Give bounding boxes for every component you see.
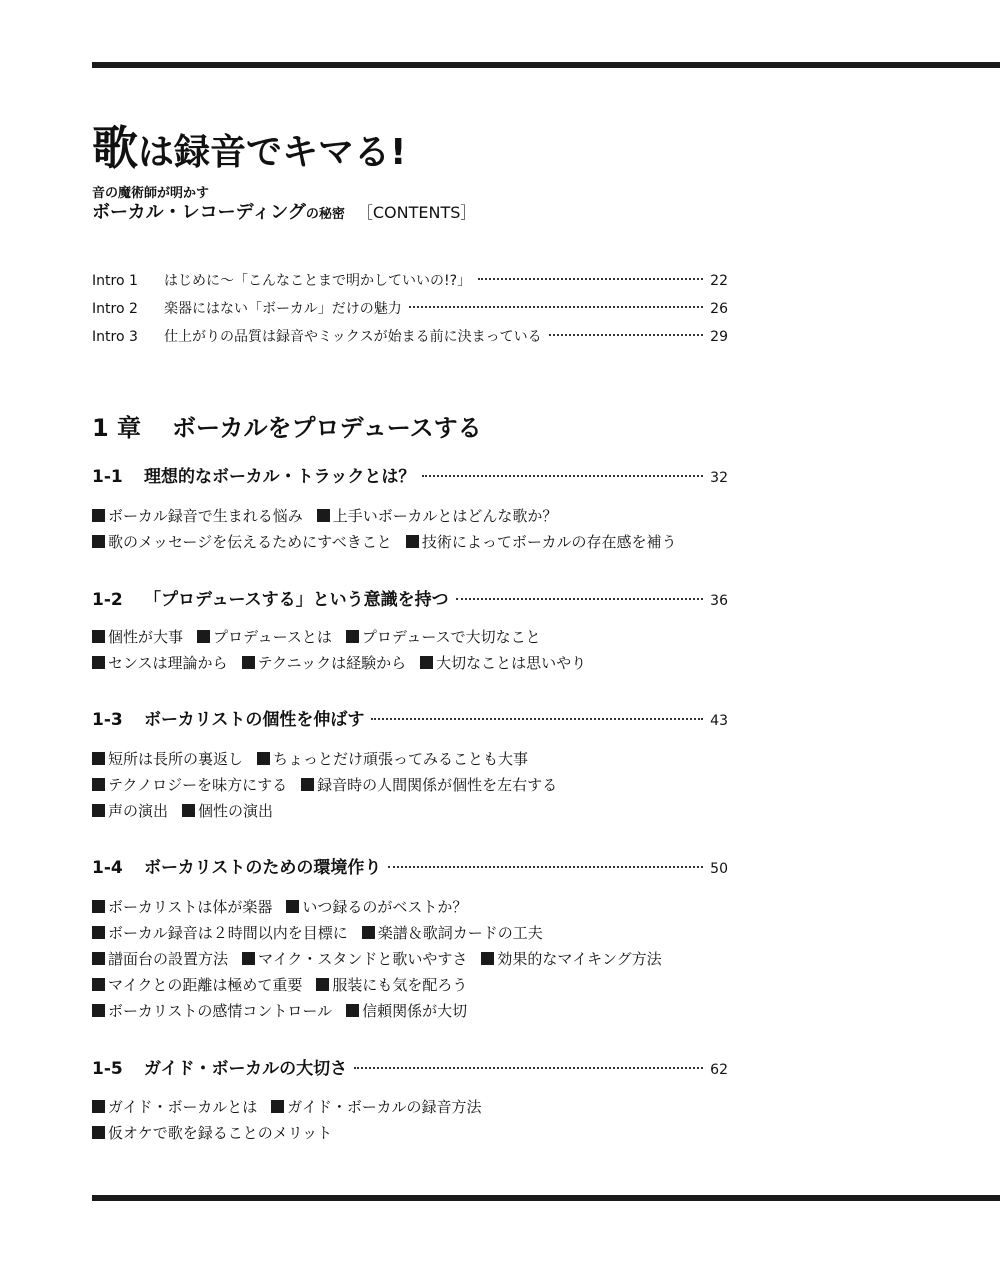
topic-item: 信頼関係が大切 [346,1002,467,1020]
topic-row [92,746,571,772]
topic-row [92,503,691,529]
section-title: ボーカリストのための環境作り [144,858,382,878]
topic-item: 歌のメッセージを伝えるためにすべきこと [92,533,392,551]
topic-item: センスは理論から [92,654,228,672]
topic-item: いつ録るのがベストか？ [286,898,467,916]
dot-leader [409,306,703,308]
topic-list [92,894,676,1024]
dot-leader [422,475,703,477]
topic-item: 技術によってボーカルの存在感を補う [406,533,677,551]
topic-row [92,624,600,650]
chapter-number: 1 章 [92,414,142,442]
topic-row [92,894,676,920]
dot-leader [354,1067,703,1069]
topic-item: マイクとの距離は極めて重要 [92,976,302,994]
section-number: 1-2 [92,590,123,610]
page-number: 22 [710,273,728,289]
top-rule [92,62,1000,68]
topic-list [92,746,571,824]
page-number: 29 [710,329,728,345]
topic-item: 楽譜＆歌詞カードの工夫 [362,924,543,942]
section-entry[interactable] [92,462,728,490]
topic-list [92,1094,496,1146]
topic-row [92,946,676,972]
section-number: 1-5 [92,1059,123,1079]
topic-row [92,920,676,946]
book-subhead [92,200,476,228]
topic-row [92,529,691,555]
page-number: 26 [710,301,728,317]
topic-item: ガイド・ボーカルの録音方法 [271,1098,481,1116]
topic-row [92,1120,496,1146]
topic-list [92,624,600,676]
topic-item: テクニックは経験から [242,654,407,672]
topic-item: プロデュースで大切なこと [346,628,541,646]
section-title: ガイド・ボーカルの大切さ [144,1059,348,1079]
page-number: 62 [710,1062,728,1078]
intro-entry[interactable] [92,298,728,322]
book-title [92,118,406,178]
subhead-main: ボーカル・レコーディング [92,202,306,223]
topic-item: マイク・スタンドと歌いやすさ [242,950,467,968]
topic-row [92,972,676,998]
section-entry[interactable] [92,705,728,733]
intro-label: Intro 1 [92,273,138,289]
topic-item: 録音時の人間関係が個性を左右する [301,776,557,794]
title-first-char: 歌 [92,121,138,175]
topic-item: ちょっとだけ頑張ってみることも大事 [257,750,528,768]
section-title: ボーカリストの個性を伸ばす [144,710,365,730]
topic-row [92,998,676,1024]
topic-row [92,798,571,824]
topic-list [92,503,691,555]
topic-item: 仮オケで歌を録ることのメリット [92,1124,332,1142]
intro-title: 仕上がりの品質は録音やミックスが始まる前に決まっている [164,329,542,345]
topic-row [92,1094,496,1120]
section-entry[interactable] [92,1054,728,1082]
intro-entry[interactable] [92,270,728,294]
topic-item: 個性が大事 [92,628,183,646]
intro-title: 楽器にはない「ボーカル」だけの魅力 [164,301,402,317]
topic-item: テクノロジーを味方にする [92,776,287,794]
intro-entry[interactable] [92,326,728,350]
section-number: 1-4 [92,858,123,878]
dot-leader [371,718,703,720]
chapter-title: ボーカルをプロデュースする [172,414,482,442]
section-number: 1-1 [92,467,123,487]
section-number: 1-3 [92,710,123,730]
topic-item: ボーカリストの感情コントロール [92,1002,332,1020]
section-entry[interactable] [92,585,728,613]
section-entry[interactable] [92,853,728,881]
contents-tag: ［CONTENTS］ [356,203,477,222]
dot-leader [456,598,704,600]
page-number: 32 [710,470,728,486]
section-title: 「プロデュースする」という意識を持つ [144,590,449,610]
page-number: 43 [710,713,728,729]
intro-label: Intro 3 [92,329,138,345]
page-number: 50 [710,861,728,877]
topic-item: 大切なことは思いやり [420,654,586,672]
topic-row [92,650,600,676]
page-number: 36 [710,593,728,609]
topic-item: ガイド・ボーカルとは [92,1098,257,1116]
topic-item: 効果的なマイキング方法 [481,950,661,968]
topic-item: 上手いボーカルとはどんな歌か？ [317,507,558,525]
topic-item: 個性の演出 [182,802,273,820]
dot-leader [549,334,704,336]
topic-item: プロデュースとは [197,628,332,646]
subhead-suffix: の秘密 [305,207,345,222]
topic-item: ボーカリストは体が楽器 [92,898,272,916]
intro-title: はじめに～「こんなことまで明かしていいの!?」 [164,273,472,289]
intro-label: Intro 2 [92,301,138,317]
section-title: 理想的なボーカル・トラックとは？ [144,467,416,487]
topic-row [92,772,571,798]
topic-item: 短所は長所の裏返し [92,750,243,768]
title-rest: は録音でキマる! [138,132,407,173]
topic-item: 譜面台の設置方法 [92,950,228,968]
bottom-rule [92,1195,1000,1201]
dot-leader [388,866,703,868]
book-subtitle: 音の魔術師が明かす [92,186,210,201]
topic-item: 声の演出 [92,802,168,820]
topic-item: ボーカル録音で生まれる悩み [92,507,303,525]
topic-item: 服装にも気を配ろう [316,976,467,994]
dot-leader [478,278,703,280]
chapter-heading [92,408,482,443]
topic-item: ボーカル録音は２時間以内を目標に [92,924,348,942]
